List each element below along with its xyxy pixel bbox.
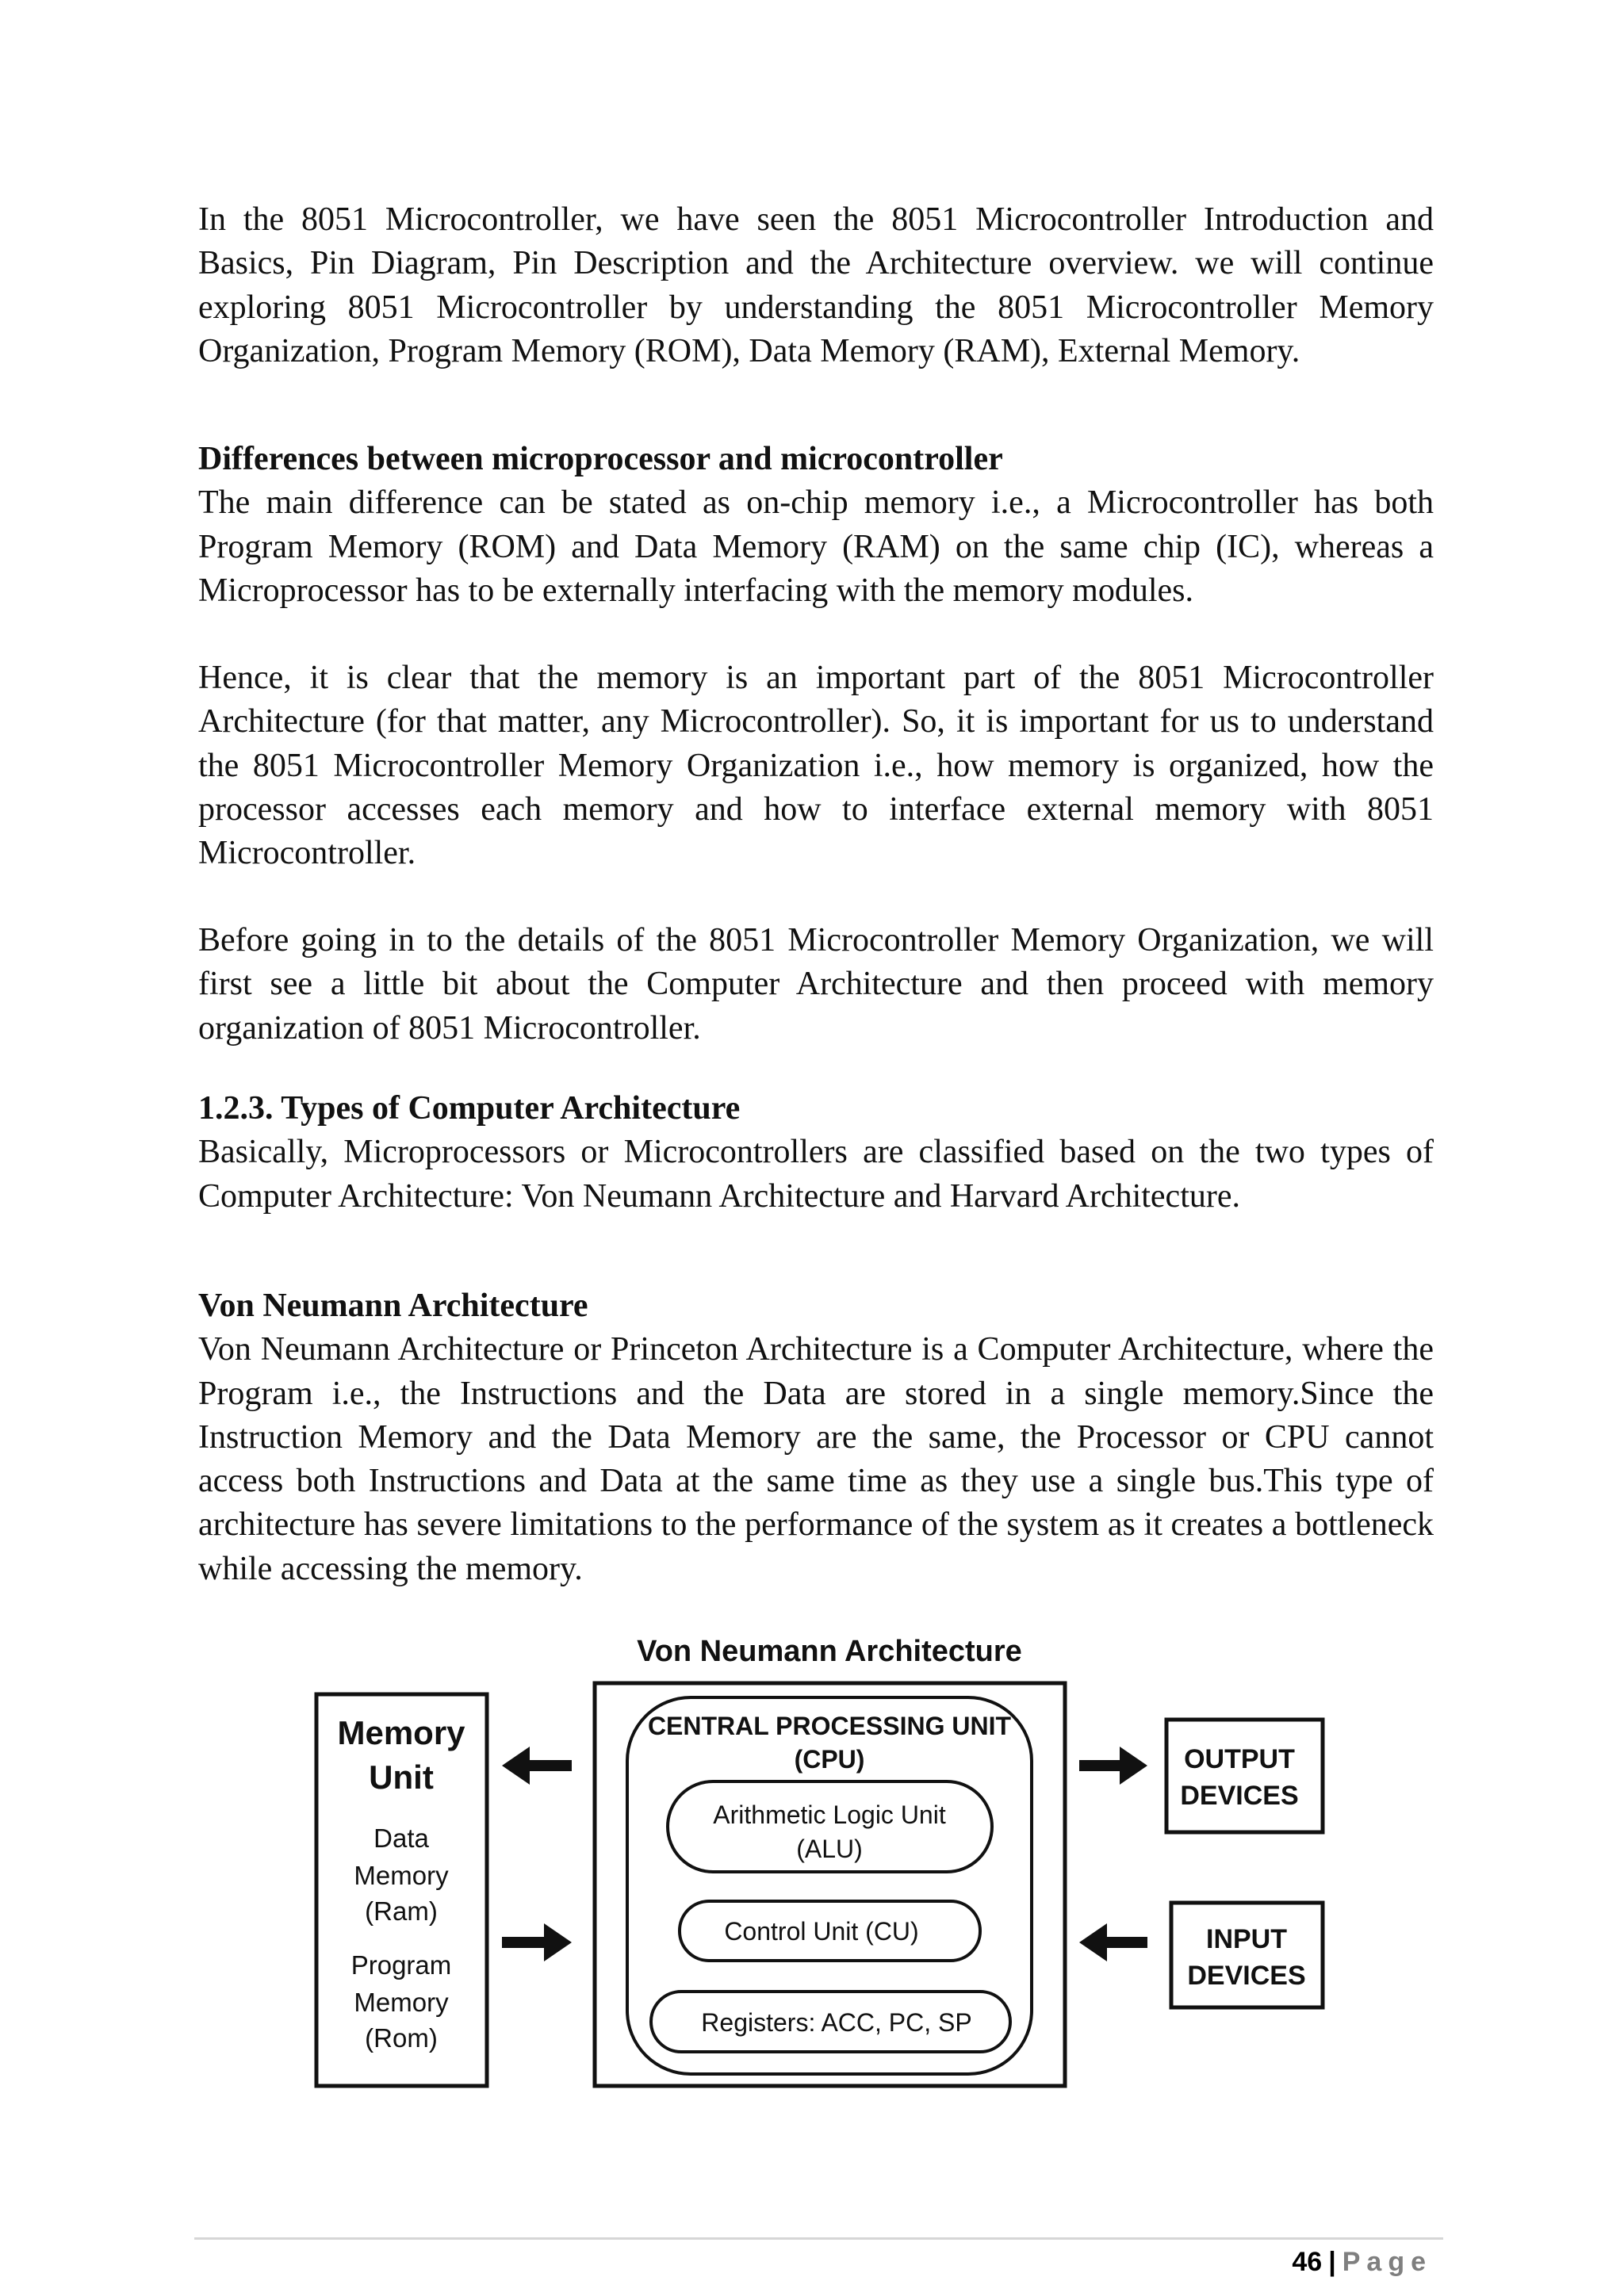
cpu-title-2: (CPU) [794,1745,865,1774]
hence-text: Hence, it is clear that the memory is an important part of the 8051 Microcontroller Architecture (for that matter, any Microcontroller). So, it is important for us to understand the 8051 Microcontroller Memory Organization i.e., how memory is organized, how the processor accesses each memory and how to interface external memory with 8051 Microcontroller. [198,660,1434,872]
cpu-title-1: CENTRAL PROCESSING UNIT [647,1712,1012,1740]
types-heading: 1.2.3. Types of Computer Architecture [198,1090,741,1127]
data-memory-3: (Ram) [365,1896,438,1926]
program-memory-2: Memory [354,1988,449,2017]
registers-label: Registers: ACC, PC, SP [701,2008,972,2037]
memory-title-2: Unit [369,1758,434,1796]
output-devices-box [1166,1720,1323,1832]
alu-label-1: Arithmetic Logic Unit [713,1800,946,1829]
control-unit-label: Control Unit (CU) [724,1917,919,1946]
types-body: Basically, Microprocessors or Microcontrollers are classified based on the two types of Computer Architecture: Von Neumann Architecture and Harvard Architecture. [198,1134,1434,1215]
arrow-left-to-memory-icon [502,1747,572,1785]
von-neumann-body: Von Neumann Architecture or Princeton Architecture is a Computer Architecture, where the Program i.e., the Instructions and the Data are stored in a single memory.Since the Instruction Memory and the Data Memory are the same, the Processor or CPU cannot access both Instructions and Data at the same time as they use a single bus.This type of architecture has severe limitations to the performance of the system as it creates a bottleneck while accessing the memory. [198,1331,1434,1587]
intro-text: In the 8051 Microcontroller, we have seen the 8051 Microcontroller Introduction and Basics, Pin Diagram, Pin Description and the Architecture overview. we will continue exploring 8051 Microcontroller by understanding the 8051 Microcontroller Memory Organization, Program Memory (ROM), Data Memory (RAM), External Memory. [198,201,1434,369]
footer-separator: | [1328,2247,1336,2277]
page-footer [1292,2247,1432,2278]
differences-heading: Differences between microprocessor and microcontroller [198,441,1003,477]
diagram-title: Von Neumann Architecture [637,1635,1022,1668]
page-label: Page [1342,2247,1432,2277]
input-label-1: INPUT [1206,1924,1287,1954]
footer-divider [194,2237,1443,2240]
differences-body: The main difference can be stated as on-chip memory i.e., a Microcontroller has both Program Memory (ROM) and Data Memory (RAM) on the same chip (IC), whereas a Microprocessor has to be externally interfacing with the memory modules. [198,484,1434,609]
arrow-right-to-cpu-icon [502,1923,572,1961]
von-neumann-heading: Von Neumann Architecture [198,1288,588,1324]
memory-unit-box [316,1694,487,2086]
input-label-2: DEVICES [1187,1961,1306,1991]
output-label-1: OUTPUT [1184,1744,1295,1774]
arrow-right-to-output-icon [1079,1747,1147,1785]
before-text: Before going in to the details of the 8051 Microcontroller Memory Organization, we will first see a little bit about the Computer Architecture and then proceed with memory organization of 8051 Microcontroller. [198,922,1434,1047]
arrow-left-from-input-icon [1079,1923,1147,1961]
program-memory-1: Program [350,1950,452,1980]
program-memory-3: (Rom) [365,2023,438,2053]
data-memory-2: Memory [354,1861,449,1890]
alu-label-2: (ALU) [796,1835,863,1863]
cpu-box [595,1683,1065,2086]
output-label-2: DEVICES [1180,1781,1299,1811]
page-number: 46 [1292,2247,1323,2277]
input-devices-box [1171,1903,1323,2007]
memory-title-1: Memory [337,1714,465,1751]
data-memory-1: Data [373,1823,429,1853]
